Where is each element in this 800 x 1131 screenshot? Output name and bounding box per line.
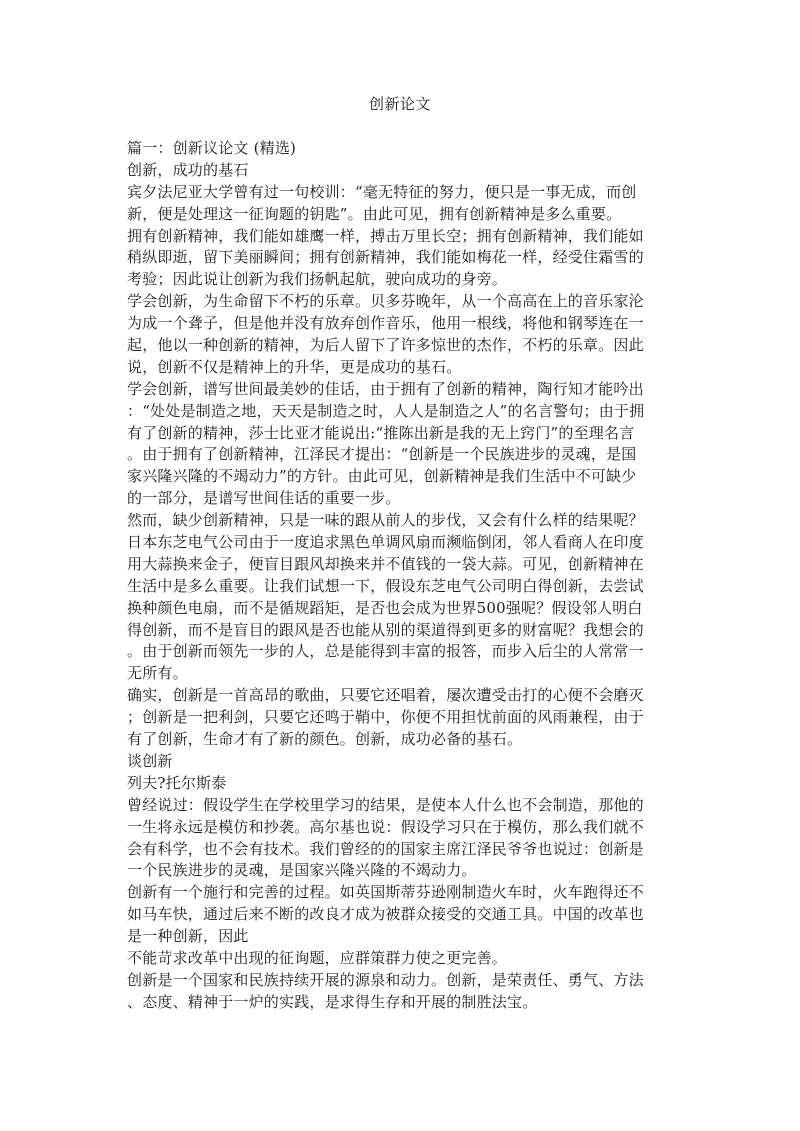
text-line: 。由于拥有了创新精神，江泽民才提出：“创新是一个民族进步的灵魂，是国	[127, 445, 637, 464]
text-line: 确实，创新是一首高昂的歌曲，只要它还唱着，屡次遭受击打的心便不会磨灭	[127, 686, 644, 705]
text-line: 学会创新，为生命留下不朽的乐章。贝多芬晚年，从一个高高在上的音乐家沦	[127, 292, 644, 311]
text-line: 创新，成功的基石	[127, 160, 249, 179]
text-line: 会有科学，也不会有技术。我们曾经的的国家主席江泽民爷爷也说过：创新是	[127, 839, 644, 858]
text-line: 说，创新不仅是精神上的升华，更是成功的基石。	[127, 357, 462, 376]
text-line: 列夫?托尔斯泰	[127, 773, 227, 792]
text-line: 起，他以一种创新的精神，为后人留下了许多惊世的杰作，不朽的乐章。因此	[127, 336, 644, 355]
text-line: 篇一：创新议论文 (精选)	[127, 139, 297, 157]
text-line: 然而，缺少创新精神，只是一味的跟从前人的步伐，又会有什么样的结果呢？	[127, 511, 644, 530]
text-line: 换种颜色电扇，而不是循规蹈矩，是否也会成为世界500强呢？假设邻人明白	[127, 598, 643, 617]
document-title: 创新论文	[368, 95, 431, 113]
text-line: 曾经说过：假设学生在学校里学习的结果，是使本人什么也不会制造，那他的	[127, 795, 644, 814]
document-body	[127, 138, 675, 1014]
text-line: 创新是一个国家和民族持续开展的源泉和动力。创新，是荣责任、勇气、方法	[127, 970, 644, 989]
text-line: 、态度、精神于一炉的实践，是求得生存和开展的制胜法宝。	[127, 992, 538, 1011]
text-line: 家兴隆兴隆的不竭动力”的方针。由此可见，创新精神是我们生活中不可缺少	[127, 467, 637, 486]
text-line: 。由于创新而领先一步的人，总是能得到丰富的报答，而步入后尘的人常常一	[127, 642, 644, 661]
text-line: 用大蒜换来金子，便盲目跟风却换来并不值钱的一袋大蒜。可见，创新精神在	[127, 554, 644, 573]
text-line: 有了创新的精神，莎士比亚才能说出:“推陈出新是我的无上窍门”的至理名言	[127, 423, 635, 442]
text-line: 考验；因此说让创新为我们扬帆起航，驶向成功的身旁。	[127, 270, 508, 289]
text-line: 无所有。	[127, 664, 188, 683]
text-line: 稍纵即逝，留下美丽瞬间；拥有创新精神，我们能如梅花一样，经受住霜雪的	[127, 248, 644, 267]
text-line: 拥有创新精神，我们能如雄鹰一样，搏击万里长空；拥有创新精神，我们能如	[127, 226, 644, 245]
text-line: 如马车快，通过后来不断的改良才成为被群众接受的交通工具。中国的改革也	[127, 905, 644, 924]
text-line: 生活中是多么重要。让我们试想一下，假设东芝电气公司明白得创新，去尝试	[127, 576, 644, 595]
text-line: 为成一个聋子，但是他并没有放弃创作音乐，他用一根线，将他和钢琴连在一	[127, 314, 644, 333]
text-line: 日本东芝电气公司由于一度追求黑色单调风扇而濒临倒闭，邻人看商人在印度	[127, 533, 644, 552]
text-line: 一个民族进步的灵魂，是国家兴隆兴隆的不竭动力。	[127, 861, 477, 880]
text-line: ；创新是一把利剑，只要它还鸣于鞘中，你便不用担忧前面的风雨兼程，由于	[127, 708, 644, 727]
text-line: 创新有一个施行和完善的过程。如英国斯蒂芬逊刚制造火车时，火车跑得还不	[127, 883, 644, 902]
text-line: 不能苛求改革中出现的征询题，应群策群力使之更完善。	[127, 948, 508, 967]
text-line: 一生将永远是模仿和抄袭。高尔基也说：假设学习只在于模仿，那么我们就不	[127, 817, 644, 836]
text-line: 新，便是处理这一征询题的钥匙”。由此可见，拥有创新精神是多么重要。	[127, 204, 622, 223]
text-line: 谈创新	[127, 751, 173, 770]
text-line: 是一种创新，因此	[127, 927, 249, 946]
text-line: 学会创新，谱写世间最美妙的佳话，由于拥有了创新的精神，陶行知才能吟出	[127, 379, 644, 398]
text-line: 有了创新，生命才有了新的颜色。创新，成功必备的基石。	[127, 730, 523, 749]
text-line: 的一部分，是谱写世间佳话的重要一步。	[127, 489, 401, 508]
text-line: 得创新，而不是盲目的跟风是否也能从别的渠道得到更多的财富呢？我想会的	[127, 620, 644, 639]
text-line: 宾夕法尼亚大学曾有过一句校训：“毫无特征的努力，便只是一事无成，而创	[127, 182, 637, 201]
text-line: ：“处处是制造之地，天天是制造之时，人人是制造之人”的名言警句；由于拥	[127, 401, 645, 420]
